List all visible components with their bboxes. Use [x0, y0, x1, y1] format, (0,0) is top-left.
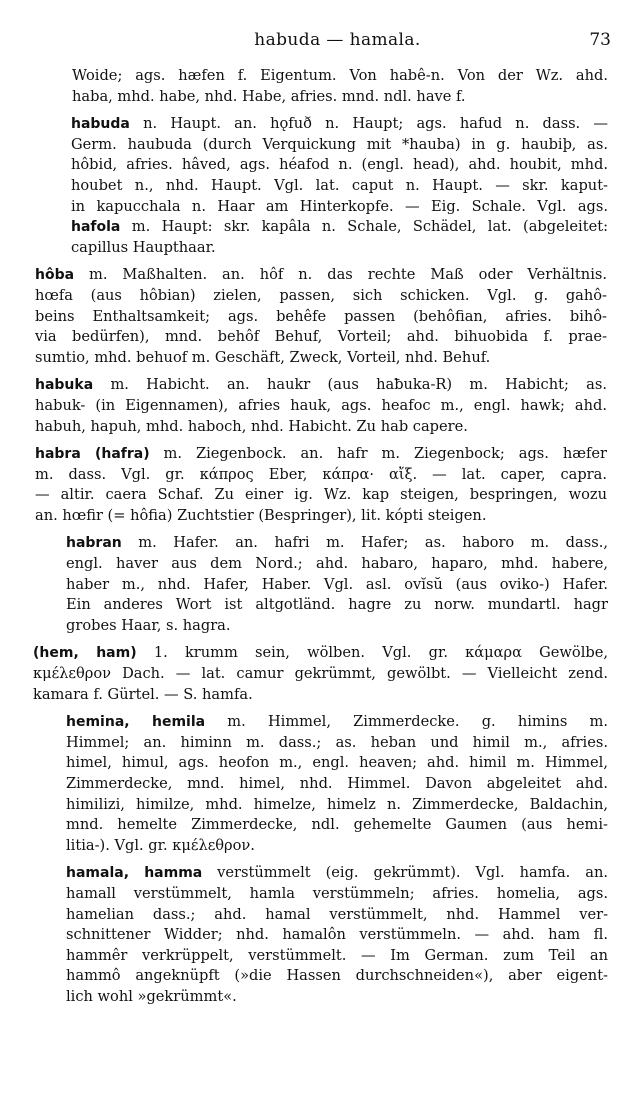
entry-hem-ham — [33, 643, 608, 705]
entry-line — [66, 753, 608, 774]
entry-line — [66, 925, 608, 946]
entry-line — [66, 712, 608, 733]
entry-text: haba, mhd. habe, nhd. Habe, afries. mnd. ndl. have f. — [72, 87, 466, 105]
entry-text: m. Hafer. an. hafri m. Hafer; as. haboro m. dass., — [121, 534, 608, 552]
entry-line — [66, 554, 608, 575]
entry-line — [35, 286, 607, 307]
entry-text: κμέλεθρον Dach. — lat. camur gekrümmt, gewölbt. — Vielleicht zend. — [33, 665, 608, 683]
entry-line — [35, 485, 607, 506]
entry-continuation — [72, 66, 608, 107]
entry-line — [66, 595, 608, 616]
entry-line — [66, 884, 608, 905]
entry-line — [66, 616, 608, 637]
entry-text: via bedürfen), mnd. behôf Behuf, Vorteil; ahd. bihuobida f. prae- — [35, 328, 607, 346]
entry-line — [66, 946, 608, 967]
entry-line — [35, 444, 607, 465]
entry-line — [66, 533, 608, 554]
entry-text: himilizi, himilze, mhd. himelze, himelz n. Zimmerdecke, Baldachin, — [66, 795, 608, 813]
entry-line — [66, 987, 608, 1008]
entry-line — [33, 643, 608, 664]
entry-text: an. hœfir (= hôfia) Zuchtstier (Bespringer), lit. kópti steigen. — [35, 506, 487, 524]
entry-text: capillus Haupthaar. — [71, 238, 216, 256]
entry-text: habuh, hapuh, mhd. haboch, nhd. Habicht. Zu hab capere. — [35, 417, 468, 435]
entry-text: Germ. haubuda (durch Verquickung mit *hauba) in g. haubiþ, as. — [71, 135, 608, 153]
entry-line — [66, 836, 608, 857]
entry-habra — [35, 444, 607, 526]
entry-line — [72, 66, 608, 87]
entry-line — [66, 795, 608, 816]
entry-text: hamelian dass.; ahd. hamal verstümmelt, nhd. Hammel ver- — [66, 905, 608, 923]
entry-text: Himmel; an. himinn m. dass.; as. heban und himil m., afries. — [66, 733, 608, 751]
entry-text: houbet n., nhd. Haupt. Vgl. lat. caput n. Haupt. — skr. kaput- — [71, 176, 608, 194]
entry-line — [33, 664, 608, 685]
entry-text: verstümmelt (eig. gekrümmt). Vgl. hamfa. an. — [202, 864, 608, 882]
entry-text: litia-). Vgl. gr. κμέλεθρον. — [66, 836, 255, 854]
entry-line — [35, 465, 607, 486]
entry-line — [33, 685, 608, 706]
entry-text: grobes Haar, s. hagra. — [66, 616, 231, 634]
headword: hemina, hemila — [66, 714, 206, 731]
entry-line — [35, 327, 607, 348]
entry-text: m. dass. Vgl. gr. κάπρος Eber, κάπρα· αἴξ. — lat. caper, capra. — [35, 465, 607, 483]
entry-habran — [66, 533, 608, 636]
entry-line — [72, 87, 608, 108]
headword: hamala, hamma — [66, 865, 203, 882]
entry-text: Ein anderes Wort ist altgotländ. hagre zu norw. mundartl. hagr — [66, 596, 608, 614]
entry-text: hamall verstümmelt, hamla verstümmeln; afries. homelia, ags. — [66, 884, 608, 902]
entry-line — [35, 348, 607, 369]
headword: hôba — [35, 267, 75, 284]
entry-hoba — [35, 265, 607, 368]
entry-text: — altir. caera Schaf. Zu einer ig. Wz. kap steigen, bespringen, wozu — [35, 486, 607, 504]
entry-text: hœfa (aus hôbian) zielen, passen, sich schicken. Vgl. g. gahô- — [35, 286, 607, 304]
entry-text: haber m., nhd. Hafer, Haber. Vgl. asl. ovĭsŭ (aus oviko-) Hafer. — [66, 575, 608, 593]
entry-line — [66, 815, 608, 836]
entry-line — [66, 863, 608, 884]
headword: habran — [66, 535, 122, 552]
entry-text: lich wohl »gekrümmt«. — [66, 987, 237, 1005]
running-head: habuda — hamala. — [254, 30, 421, 50]
headword: habuda — [71, 116, 130, 133]
entry-line — [71, 197, 608, 218]
entry-text: m. Ziegenbock. an. hafr m. Ziegenbock; ags. hæfer — [149, 445, 607, 463]
entry-line — [71, 114, 608, 135]
entry-text: Woide; ags. hæfen f. Eigentum. Von habê-n. Von der Wz. ahd. — [72, 67, 608, 84]
headword: habra (hafra) — [35, 446, 150, 463]
entry-line — [66, 905, 608, 926]
entry-text: beins Enthaltsamkeit; ags. behêfe passen (behôfian, afries. bihô- — [35, 307, 607, 325]
entry-habuka — [35, 375, 607, 437]
entry-line — [35, 506, 607, 527]
entry-line — [66, 575, 608, 596]
entry-line — [71, 238, 608, 259]
entry-line — [71, 217, 608, 238]
entry-text: 1. krumm sein, wölben. Vgl. gr. κάμαρα Gewölbe, — [136, 644, 608, 662]
entry-text: mnd. hemelte Zimmerdecke, ndl. gehemelte Gaumen (aus hemi- — [66, 816, 608, 834]
entry-line — [71, 135, 608, 156]
entry-text: m. Maßhalten. an. hôf n. das rechte Maß oder Verhältnis. — [74, 266, 607, 284]
entry-line — [35, 396, 607, 417]
entry-line — [71, 155, 608, 176]
entry-text: m. Haupt: skr. kapâla n. Schale, Schädel, lat. (abgeleitet: — [120, 218, 608, 236]
entry-line — [66, 966, 608, 987]
entry-text: m. Habicht. an. haukr (aus haƀuka-R) m. Habicht; as. — [93, 376, 607, 394]
entry-text: kamara f. Gürtel. — S. hamfa. — [33, 685, 253, 703]
entry-line — [35, 265, 607, 286]
entry-text: n. Haupt. an. hǫfuð n. Haupt; ags. hafud n. dass. — — [129, 115, 608, 133]
headword: (hem, ham) — [33, 645, 137, 662]
entry-line — [35, 417, 607, 438]
entry-text: habuk- (in Eigennamen), afries hauk, ags. heafoc m., engl. hawk; ahd. — [35, 396, 607, 414]
page-number: 73 — [589, 30, 611, 50]
entry-text: hammêr verkrüppelt, verstümmelt. — Im German. zum Teil an — [66, 946, 608, 964]
entry-text: engl. haver aus dem Nord.; ahd. habaro, haparo, mhd. habere, — [66, 555, 608, 573]
entry-text: m. Himmel, Zimmerdecke. g. himins m. — [205, 713, 608, 731]
headword: habuka — [35, 377, 94, 394]
entry-hamala — [66, 863, 608, 1007]
entry-hemina — [66, 712, 608, 856]
entry-text: schnittener Widder; nhd. hamalôn verstümmeln. — ahd. ham fl. — [66, 926, 608, 944]
entry-line — [66, 774, 608, 795]
entry-habuda — [71, 114, 608, 258]
entry-text: hammô angeknüpft (»die Hassen durchschneiden«), aber eigent- — [66, 967, 608, 985]
entry-text: hôbid, afries. hâved, ags. héafod n. (engl. head), ahd. houbit, mhd. — [71, 156, 608, 174]
entry-line — [71, 176, 608, 197]
entries-column — [0, 66, 625, 1015]
entry-line — [35, 375, 607, 396]
headword: hafola — [71, 219, 121, 236]
entry-line — [35, 307, 607, 328]
entry-text: sumtio, mhd. behuof m. Geschäft, Zweck, Vorteil, nhd. Behuf. — [35, 348, 491, 366]
entry-text: himel, himul, ags. heofon m., engl. heaven; ahd. himil m. Himmel, — [66, 754, 608, 772]
entry-text: in kapucchala n. Haar am Hinterkopfe. — Eig. Schale. Vgl. ags. — [71, 197, 608, 215]
entry-line — [66, 733, 608, 754]
page-header — [60, 30, 615, 56]
entry-text: Zimmerdecke, mnd. himel, nhd. Himmel. Davon abgeleitet ahd. — [66, 775, 608, 792]
